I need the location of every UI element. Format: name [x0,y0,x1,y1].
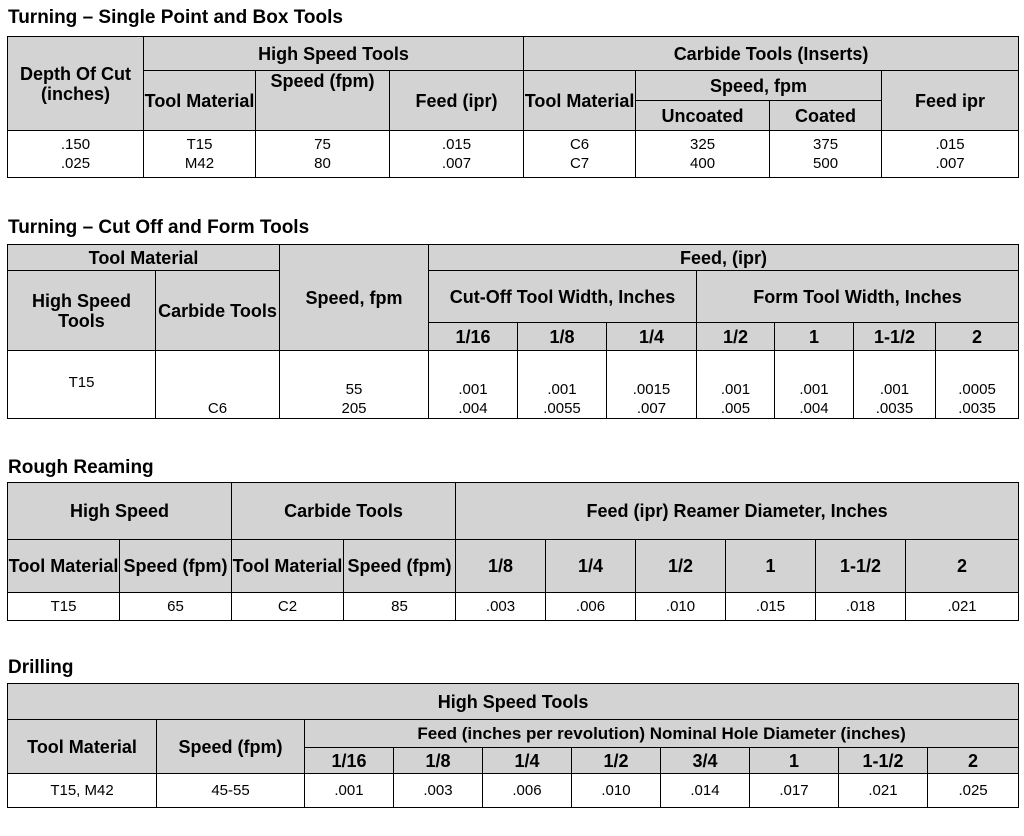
reamer-feed-header: Feed (ipr) Reamer Diameter, Inches [456,483,1019,540]
table-cell: .010 [572,774,661,808]
table-cell: .025 [928,774,1019,808]
table-cell: T15, M42 [8,774,157,808]
width-header: 1/2 [697,323,775,351]
width-header: 1-1/2 [854,323,936,351]
feed-cell: .0005 .0035 [936,351,1019,419]
uncoated-header: Uncoated [636,101,770,131]
width-header: 1 [775,323,854,351]
carbide-cell: C6 [156,351,280,419]
table-row [8,593,1019,621]
speed-header: Speed (fpm) [256,71,390,131]
feed-cell: .001 .005 [697,351,775,419]
high-speed-header: High Speed [8,483,232,540]
table-cell: .010 [636,593,726,621]
feed-header: Feed (ipr) [390,71,524,131]
carbide-tool-material-header: Tool Material [524,71,636,131]
table-row [8,351,1019,419]
diameter-header: 1-1/2 [816,540,906,593]
feed-cell: .001 .0035 [854,351,936,419]
feed-cell: .015 .007 [390,131,524,178]
table-cell: .021 [839,774,928,808]
table-cell: .017 [750,774,839,808]
table-cell: 65 [120,593,232,621]
rough-reaming-title: Rough Reaming [8,457,154,478]
carbide-tools-header: Carbide Tools [232,483,456,540]
form-width-header: Form Tool Width, Inches [697,271,1019,323]
high-speed-tools-header: High Speed Tools [144,37,524,71]
turning-cutoff-title: Turning – Cut Off and Form Tools [8,217,310,238]
drill-feed-header: Feed (inches per revolution) Nominal Hole Diameter (inches) [305,720,1019,748]
feed-cell: .001 .004 [429,351,518,419]
width-header: 2 [936,323,1019,351]
uncoated-cell: 325 400 [636,131,770,178]
width-header: 1/8 [518,323,607,351]
carbide-tool-material-header: Tool Material [232,540,344,593]
diameter-header: 1 [750,748,839,774]
table-cell: .003 [456,593,546,621]
carbide-tools-header: Carbide Tools [156,271,280,351]
table-cell: T15 [8,593,120,621]
tool-material-header: Tool Material [8,245,280,271]
drilling-title: Drilling [8,657,74,678]
diameter-header: 1-1/2 [839,748,928,774]
depth-of-cut-header: Depth Of Cut (inches) [8,37,144,131]
coated-cell: 375 500 [770,131,882,178]
carbide-speed-header: Speed (fpm) [344,540,456,593]
speed-header: Speed (fpm) [120,540,232,593]
table-cell: .018 [816,593,906,621]
speed-cell: 55 205 [280,351,429,419]
tool-material-header: Tool Material [144,71,256,131]
rough-reaming-table [7,482,1019,621]
speed-cell: 75 80 [256,131,390,178]
table-cell: .021 [906,593,1019,621]
table-cell: .015 [726,593,816,621]
table-cell: .006 [483,774,572,808]
diameter-header: 1/4 [546,540,636,593]
table-cell: .014 [661,774,750,808]
table-row [8,774,1019,808]
drilling-table [7,683,1019,808]
turning-cutoff-table [7,244,1019,419]
feed-cell: .0015 .007 [607,351,697,419]
diameter-header: 2 [906,540,1019,593]
speed-fpm-header: Speed, fpm [636,71,882,101]
speed-header: Speed, fpm [280,245,429,351]
feed-cell: .001 .004 [775,351,854,419]
tool-material-cell: T15 M42 [144,131,256,178]
diameter-header: 1/2 [572,748,661,774]
cutoff-width-header: Cut-Off Tool Width, Inches [429,271,697,323]
tool-material-header: Tool Material [8,540,120,593]
speed-header: Speed (fpm) [157,720,305,774]
diameter-header: 1/2 [636,540,726,593]
turning-single-table [7,36,1019,178]
diameter-header: 1/16 [305,748,394,774]
table-cell: .003 [394,774,483,808]
table-cell: .001 [305,774,394,808]
depth-cell: .150 .025 [8,131,144,178]
diameter-header: 1/8 [394,748,483,774]
coated-header: Coated [770,101,882,131]
carbide-material-cell: C6 C7 [524,131,636,178]
carbide-tools-header: Carbide Tools (Inserts) [524,37,1019,71]
diameter-header: 3/4 [661,748,750,774]
carbide-feed-cell: .015 .007 [882,131,1019,178]
carbide-feed-header: Feed ipr [882,71,1019,131]
table-cell: 45-55 [157,774,305,808]
width-header: 1/16 [429,323,518,351]
high-speed-cell: T15 [8,351,156,419]
high-speed-tools-header: High Speed Tools [8,684,1019,720]
width-header: 1/4 [607,323,697,351]
diameter-header: 1/4 [483,748,572,774]
table-row [8,131,1019,178]
table-cell: C2 [232,593,344,621]
diameter-header: 2 [928,748,1019,774]
feed-cell: .001 .0055 [518,351,607,419]
turning-single-title: Turning – Single Point and Box Tools [8,7,343,28]
diameter-header: 1/8 [456,540,546,593]
tool-material-header: Tool Material [8,720,157,774]
diameter-header: 1 [726,540,816,593]
table-cell: 85 [344,593,456,621]
feed-header: Feed, (ipr) [429,245,1019,271]
high-speed-tools-header: High Speed Tools [8,271,156,351]
table-cell: .006 [546,593,636,621]
